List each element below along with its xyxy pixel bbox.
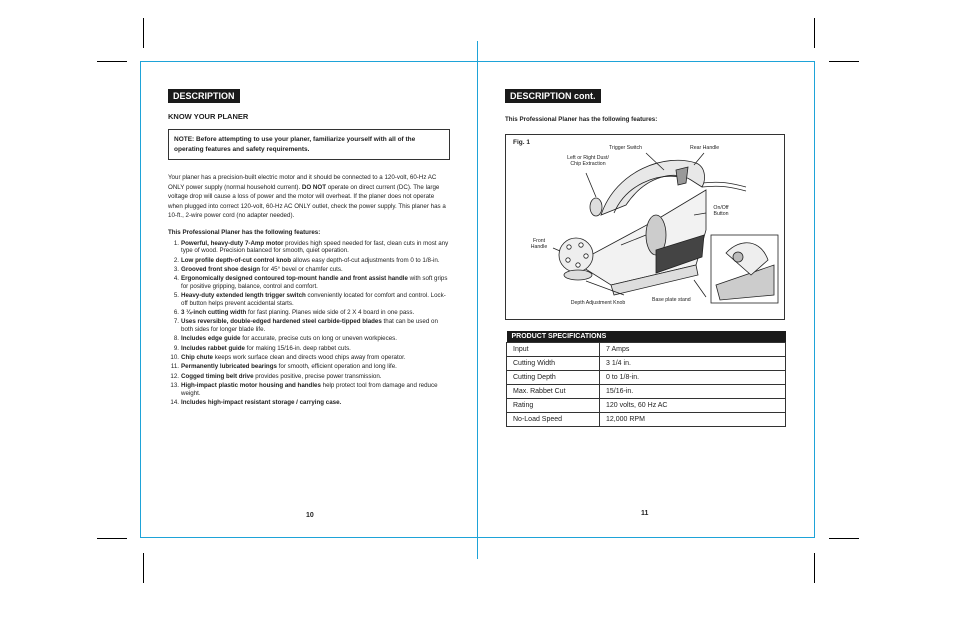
feature-text (181, 309, 450, 317)
feature-rest: that can be used on both sides for longer blade life. (181, 318, 438, 334)
feature-item (168, 354, 450, 362)
callout-base-plate-stand: Base plate stand (652, 297, 691, 303)
spec-key: Rating (507, 399, 600, 413)
feature-number: 5. (173, 292, 179, 300)
feature-text (181, 257, 450, 265)
figure-planer (505, 134, 785, 320)
feature-text (181, 399, 450, 407)
feature-text (181, 292, 450, 307)
feature-number: 9. (173, 344, 179, 352)
right-page (505, 61, 787, 123)
feature-rest: allows easy depth-of-cut adjustments from 0 to 1/8-in. (291, 256, 440, 264)
spec-key: Input (507, 343, 600, 357)
spec-row (507, 357, 786, 371)
feature-bold: 3 ¼-inch cutting width (181, 309, 247, 317)
spec-key: Cutting Width (507, 357, 600, 371)
crop-mark (814, 553, 815, 583)
feature-item (168, 240, 450, 255)
spec-row (507, 399, 786, 413)
feature-rest: provides high speed needed for fast, clean cuts in most any type of wood. Precision balanced for smooth, quiet operation. (181, 239, 449, 255)
crop-mark (143, 553, 144, 583)
section-heading: KNOW YOUR PLANER (168, 112, 249, 121)
para-text: operate on direct current (DC). The large voltage drop will cause a loss of power and the motor will overheat. If the planer does not operate when plugged into correct 120-volt, 60-Hz AC ONLY outlet, check the power supply. This planer has a 10-ft., 2-wire power cord (no adapter needed). (168, 183, 446, 219)
feature-bold: Ergonomically designed contoured top-mount handle and front assist handle (181, 275, 408, 283)
spec-row (507, 343, 786, 357)
callout-dust-extraction: Left or Right Dust/ Chip Extraction (567, 155, 609, 168)
spec-row (507, 385, 786, 399)
feature-rest: for fast planing. Planes wide side of 2 X 4 board in one pass. (246, 309, 415, 317)
feature-text (181, 240, 450, 255)
crop-mark (829, 61, 859, 62)
feature-number: 2. (173, 256, 179, 264)
crop-mark (829, 538, 859, 539)
feature-bold: Cogged timing belt drive (181, 372, 254, 380)
feature-rest: for 45° bevel or chamfer cuts. (260, 265, 343, 273)
power-paragraph (168, 173, 450, 221)
section-tag: DESCRIPTION cont. (505, 89, 601, 103)
features-title: This Professional Planer has the following features: (168, 228, 321, 236)
spec-value: 7 Amps (600, 343, 786, 357)
feature-bold: Includes edge guide (181, 335, 241, 343)
spec-value: 120 volts, 60 Hz AC (600, 399, 786, 413)
feature-item (168, 275, 450, 290)
feature-number: 7. (173, 318, 179, 326)
feature-number: 4. (173, 275, 179, 283)
features-list (168, 240, 450, 407)
feature-bold: Powerful, heavy-duty 7-Amp motor (181, 239, 284, 247)
feature-item (168, 382, 450, 397)
feature-bold: Permanently lubricated bearings (181, 363, 277, 371)
feature-rest: for smooth, efficient operation and long life. (276, 363, 397, 371)
callout-trigger-switch: Trigger Switch (609, 145, 642, 151)
feature-text (181, 318, 450, 333)
spec-value: 15/16-in. (600, 385, 786, 399)
feature-bold: Grooved front shoe design (181, 265, 261, 273)
feature-item (168, 345, 450, 353)
callout-depth-knob: Depth Adjustment Knob (570, 300, 626, 306)
feature-item (168, 318, 450, 333)
spec-value: 0 to 1/8-in. (600, 371, 786, 385)
specs-header-row (507, 331, 786, 343)
feature-rest: for making 15/16-in. deep rabbet cuts. (244, 344, 351, 352)
feature-bold: Low profile depth-of-cut control knob (181, 256, 291, 264)
crop-mark (97, 61, 127, 62)
feature-text (181, 363, 450, 371)
specs-title: PRODUCT SPECIFICATIONS (507, 331, 786, 343)
feature-number: 14. (170, 398, 179, 406)
feature-item (168, 399, 450, 407)
intro-text: This Professional Planer has the following features: (505, 116, 658, 123)
feature-text (181, 354, 450, 362)
feature-item (168, 309, 450, 317)
feature-number: 1. (173, 239, 179, 247)
callout-front-handle: Front Handle (530, 238, 548, 251)
feature-item (168, 257, 450, 265)
page-number: 11 (641, 510, 649, 517)
feature-bold: Includes high-impact resistant storage / carrying case. (181, 398, 342, 406)
feature-item (168, 266, 450, 274)
spec-key: Max. Rabbet Cut (507, 385, 600, 399)
feature-number: 13. (170, 381, 179, 389)
feature-rest: with soft grips for positive gripping, balance, control and comfort. (181, 275, 448, 290)
feature-text (181, 345, 450, 353)
para-text: Your planer has a precision-built electric motor and it should be connected to a 120-volt, 60-Hz AC ONLY power supply (normal household current). (168, 174, 437, 191)
feature-number: 3. (173, 265, 179, 273)
feature-text (181, 335, 450, 343)
spec-row (507, 371, 786, 385)
crop-mark (97, 538, 127, 539)
spec-key: No-Load Speed (507, 413, 600, 427)
section-tag: DESCRIPTION (168, 89, 240, 103)
feature-text (181, 373, 450, 381)
feature-bold: High-impact plastic motor housing and handles (181, 381, 321, 389)
feature-number: 12. (170, 372, 179, 380)
feature-rest: keeps work surface clean and directs wood chips away from operator. (212, 353, 406, 361)
para-emphasis: DO NOT (301, 183, 326, 191)
spec-value: 12,000 RPM (600, 413, 786, 427)
feature-number: 10. (170, 353, 179, 361)
callout-rear-handle: Rear Handle (690, 145, 720, 151)
feature-rest: conveniently located for comfort and control. Lock-off button helps prevent accidental starts. (181, 292, 446, 307)
feature-number: 6. (173, 309, 179, 317)
feature-text (181, 275, 450, 290)
feature-rest: help protect tool from damage and reduce weight. (181, 381, 438, 397)
spec-key: Cutting Depth (507, 371, 600, 385)
page-number: 10 (306, 512, 314, 519)
feature-rest: for accurate, precise cuts on long or uneven workpieces. (240, 335, 397, 343)
crop-mark (814, 18, 815, 48)
feature-rest: provides positive, precise power transmission. (253, 372, 382, 380)
spec-value: 3 1/4 in. (600, 357, 786, 371)
specs-table (506, 331, 786, 427)
left-page (168, 61, 450, 408)
spec-row (507, 413, 786, 427)
feature-item (168, 373, 450, 381)
feature-text (181, 382, 450, 397)
planer-illustration (506, 135, 784, 319)
specs-body (507, 343, 786, 427)
feature-text (181, 266, 450, 274)
safety-note: NOTE: Before attempting to use your planer, familiarize yourself with all of the operating features and safety requirements. (168, 129, 450, 160)
feature-bold: Includes rabbet guide (181, 344, 245, 352)
crop-mark (143, 18, 144, 48)
feature-bold: Uses reversible, double-edged hardened steel carbide-tipped blades (181, 318, 382, 326)
feature-item (168, 363, 450, 371)
figure-label: Fig. 1 (513, 139, 530, 146)
center-fold-line (477, 41, 478, 559)
callout-onoff-button: On/Off Button (713, 205, 729, 218)
feature-item (168, 335, 450, 343)
feature-bold: Heavy-duty extended length trigger switch (181, 292, 306, 300)
feature-number: 8. (173, 335, 179, 343)
feature-bold: Chip chute (181, 353, 213, 361)
feature-item (168, 292, 450, 307)
feature-number: 11. (170, 363, 179, 371)
